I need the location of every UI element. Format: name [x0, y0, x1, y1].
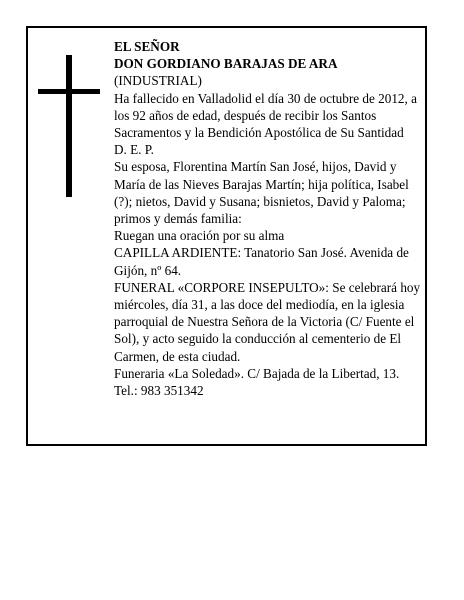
rip-line: D. E. P.	[114, 142, 154, 158]
notice-body	[114, 38, 426, 399]
prayer-request: Ruegan una oración por su alma	[114, 228, 285, 244]
death-announcement: Ha fallecido en Valladolid el día 30 de octubre de 2012, a los 92 años de edad, después de recibir los Santos Sacramentos y la Bendición Apostólica de Su Santidad	[114, 90, 417, 141]
title-line: EL SEÑOR	[114, 39, 180, 54]
funeral-home-address: Funeraria «La Soledad». C/ Bajada de la Libertad, 13.	[114, 365, 400, 381]
cross-vertical-bar	[66, 55, 72, 197]
cross-horizontal-bar	[38, 89, 100, 94]
chapel-info: CAPILLA ARDIENTE: Tanatorio San José. Avenida de Gijón, nº 64.	[114, 245, 409, 278]
profession-line: (INDUSTRIAL)	[114, 73, 202, 89]
family-list: Su esposa, Florentina Martín San José, hijos, David y María de las Nieves Barajas Martín; hija política, Isabel (?); nietos, David y Susana; bisnietos, David y Paloma; primos y demás familia:	[114, 159, 409, 227]
deceased-name: DON GORDIANO BARAJAS DE ARA	[114, 56, 338, 72]
phone-number: Tel.: 983 351342	[114, 383, 204, 399]
funeral-info: FUNERAL «CORPORE INSEPULTO»: Se celebrará hoy miércoles, día 31, a las doce del mediodía, en la iglesia parroquial de Nuestra Señora de la Victoria (C/ Fuente el Sol), y acto seguido la conducción al cementerio de El Carmen, de esta ciudad.	[114, 279, 421, 364]
cross-icon	[38, 55, 100, 197]
obituary-notice	[26, 26, 427, 446]
